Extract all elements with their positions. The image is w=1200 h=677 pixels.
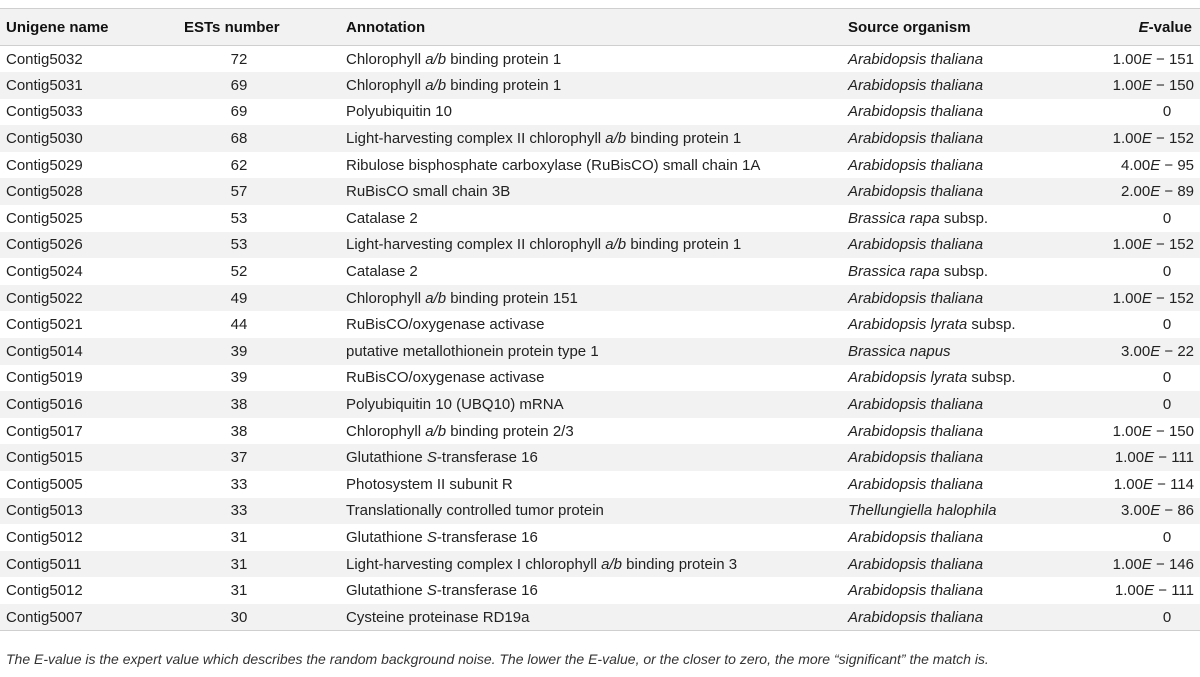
e-value-cell <box>1106 232 1200 259</box>
e-value-cell <box>1106 551 1200 578</box>
ests-number-cell: 44 <box>230 316 248 334</box>
unigene-name-cell: Contig5024 <box>6 263 83 281</box>
source-organism-cell-segment: Brassica napus <box>848 342 951 360</box>
e-value-part: E <box>1142 475 1153 493</box>
e-value-cell <box>1106 285 1200 312</box>
e-value-part: E <box>1141 76 1152 94</box>
ests-number-cell: 39 <box>230 342 248 360</box>
source-organism-cell-segment: Arabidopsis lyrata <box>848 369 968 387</box>
annotation-cell-segment: binding protein 1 <box>446 76 562 94</box>
e-value-part: E <box>1141 236 1152 254</box>
e-value-part: − 152 <box>1151 130 1194 148</box>
annotation-cell <box>346 152 848 179</box>
unigene-name-cell: Contig5012 <box>6 582 83 600</box>
source-organism-cell-segment: subsp. <box>939 263 989 281</box>
e-value-part: E <box>1150 502 1161 520</box>
table-row <box>0 152 1200 179</box>
table-body <box>0 46 1200 631</box>
e-value-part: E <box>1141 422 1152 440</box>
ests-number-cell: 69 <box>230 76 248 94</box>
e-value-cell <box>1106 471 1200 498</box>
ests-number-cell: 68 <box>230 130 248 148</box>
e-value-part: 0 <box>1162 263 1172 281</box>
annotation-cell <box>346 418 848 445</box>
annotation-cell-segment: S <box>426 582 437 600</box>
ests-number-cell: 69 <box>230 103 248 121</box>
table-row <box>0 258 1200 285</box>
table-row <box>0 365 1200 392</box>
e-value-part: 0 <box>1162 528 1172 546</box>
e-value-part: 2.00 <box>1121 183 1151 201</box>
unigene-name-cell: Contig5014 <box>6 342 83 360</box>
e-value-part: 0 <box>1162 316 1172 334</box>
unigene-name-cell: Contig5019 <box>6 369 83 387</box>
annotation-cell <box>346 551 848 578</box>
e-value-part: 1.00 <box>1112 130 1142 148</box>
ests-number-cell: 72 <box>230 50 248 68</box>
source-organism-cell-segment: Brassica rapa <box>848 209 940 227</box>
e-value-part: 1.00 <box>1112 555 1142 573</box>
ests-number-cell: 31 <box>230 582 248 600</box>
annotation-cell-segment: Glutathione <box>346 449 427 467</box>
e-value-part: 0 <box>1162 103 1172 121</box>
table-row <box>0 418 1200 445</box>
source-organism-cell <box>848 152 1106 179</box>
unigene-name-cell: Contig5029 <box>6 156 83 174</box>
annotation-cell-segment: a/b <box>605 130 627 148</box>
unigene-table <box>0 8 1200 631</box>
e-value-cell <box>1106 46 1200 73</box>
e-value-cell <box>1106 205 1200 232</box>
annotation-cell <box>346 338 848 365</box>
header-e-value <box>1106 9 1200 46</box>
source-organism-cell <box>848 365 1106 392</box>
annotation-cell <box>346 285 848 312</box>
source-organism-cell-segment: Arabidopsis thaliana <box>848 396 984 414</box>
source-organism-cell-segment: Arabidopsis thaliana <box>848 236 984 254</box>
annotation-cell <box>346 232 848 259</box>
e-value-part: − 95 <box>1160 156 1194 174</box>
source-organism-cell-segment: subsp. <box>967 316 1016 334</box>
table-row <box>0 46 1200 73</box>
e-value-cell <box>1106 391 1200 418</box>
source-organism-cell-segment: Arabidopsis thaliana <box>848 608 984 626</box>
e-value-part: − 89 <box>1160 183 1194 201</box>
ests-number-cell: 62 <box>230 156 248 174</box>
e-value-cell <box>1106 99 1200 126</box>
e-value-part: 1.00 <box>1113 475 1143 493</box>
header-e-value-italic: E <box>1138 18 1149 36</box>
annotation-cell-segment: a/b <box>425 76 447 94</box>
annotation-cell <box>346 577 848 604</box>
unigene-name-cell: Contig5011 <box>6 555 82 573</box>
table-row <box>0 471 1200 498</box>
table-row <box>0 178 1200 205</box>
source-organism-cell <box>848 577 1106 604</box>
table-row <box>0 72 1200 99</box>
annotation-cell <box>346 205 848 232</box>
unigene-name-cell: Contig5015 <box>6 449 83 467</box>
e-value-cell <box>1106 311 1200 338</box>
table-row <box>0 551 1200 578</box>
annotation-cell-segment: a/b <box>425 422 447 440</box>
source-organism-cell <box>848 498 1106 525</box>
e-value-part: 0 <box>1162 369 1172 387</box>
e-value-part: 1.00 <box>1112 76 1142 94</box>
unigene-name-cell: Contig5021 <box>6 316 83 334</box>
annotation-cell <box>346 99 848 126</box>
table-row <box>0 444 1200 471</box>
annotation-cell <box>346 311 848 338</box>
annotation-cell-segment: a/b <box>605 236 627 254</box>
annotation-cell-segment: Chlorophyll <box>346 76 426 94</box>
header-source-organism: Source organism <box>848 9 1106 46</box>
e-value-part: 0 <box>1162 396 1172 414</box>
table-row <box>0 285 1200 312</box>
unigene-name-cell: Contig5007 <box>0 604 180 631</box>
source-organism-cell-segment: Arabidopsis lyrata <box>848 316 968 334</box>
source-organism-cell-segment: Arabidopsis thaliana <box>848 475 984 493</box>
unigene-name-cell: Contig5030 <box>6 130 83 148</box>
table-row <box>0 338 1200 365</box>
source-organism-cell-segment: Arabidopsis thaliana <box>848 449 984 467</box>
annotation-cell-segment: binding protein 1 <box>626 236 742 254</box>
source-organism-cell-segment: Arabidopsis thaliana <box>848 103 984 121</box>
annotation-cell <box>346 444 848 471</box>
annotation-cell-segment: RuBisCO small chain 3B <box>346 183 511 201</box>
e-value-cell <box>1106 258 1200 285</box>
unigene-name-cell: Contig5025 <box>6 209 83 227</box>
unigene-name-cell: Contig5013 <box>6 502 83 520</box>
ests-number-cell: 38 <box>230 396 248 414</box>
annotation-cell-segment: RuBisCO/oxygenase activase <box>346 316 545 334</box>
source-organism-cell <box>848 232 1106 259</box>
source-organism-cell-segment: Arabidopsis thaliana <box>848 422 984 440</box>
ests-number-cell: 30 <box>180 604 346 631</box>
e-value-part: 0 <box>1162 209 1172 227</box>
annotation-cell-segment: Chlorophyll <box>346 50 426 68</box>
source-organism-cell-segment: Arabidopsis thaliana <box>848 50 984 68</box>
source-organism-cell <box>848 178 1106 205</box>
annotation-cell-segment: binding protein 1 <box>626 130 742 148</box>
table-row <box>0 99 1200 126</box>
ests-number-cell: 37 <box>230 449 248 467</box>
annotation-cell-segment: Light-harvesting complex II chlorophyll <box>346 130 606 148</box>
table-row <box>0 205 1200 232</box>
e-value-part: 1.00 <box>1112 236 1142 254</box>
e-value-part: E <box>1150 183 1161 201</box>
unigene-name-cell: Contig5033 <box>6 103 83 121</box>
table-header <box>0 9 1200 46</box>
header-annotation: Annotation <box>346 9 848 46</box>
source-organism-cell <box>848 551 1106 578</box>
source-organism-cell <box>848 524 1106 551</box>
e-value-part: − 152 <box>1151 236 1194 254</box>
unigene-name-cell: Contig5005 <box>6 475 83 493</box>
annotation-cell-segment: Chlorophyll <box>346 289 426 307</box>
e-value-part: E <box>1144 582 1155 600</box>
annotation-cell-segment: Photosystem II subunit R <box>346 475 513 493</box>
annotation-cell-segment: Catalase 2 <box>346 209 418 227</box>
annotation-cell <box>346 125 848 152</box>
source-organism-cell <box>848 391 1106 418</box>
annotation-cell-segment: Cysteine proteinase RD19a <box>346 608 530 626</box>
annotation-cell-segment: Chlorophyll <box>346 422 426 440</box>
annotation-cell-segment: binding protein 1 <box>446 50 562 68</box>
e-value-part: − 150 <box>1151 76 1194 94</box>
source-organism-cell-segment: Arabidopsis thaliana <box>848 582 984 600</box>
annotation-cell-segment: Polyubiquitin 10 <box>346 103 452 121</box>
source-organism-cell <box>848 46 1106 73</box>
table-row <box>0 391 1200 418</box>
ests-number-cell: 33 <box>230 475 248 493</box>
header-unigene-name: Unigene name <box>0 9 180 46</box>
annotation-cell-segment: a/b <box>601 555 622 573</box>
annotation-cell <box>346 258 848 285</box>
annotation-cell-segment: putative metallothionein protein type 1 <box>346 342 599 360</box>
e-value-part: 3.00 <box>1121 502 1151 520</box>
e-value-part: − 111 <box>1154 449 1194 467</box>
e-value-cell <box>1106 418 1200 445</box>
annotation-cell-segment: binding protein 3 <box>621 555 738 573</box>
annotation-cell-segment: Ribulose bisphosphate carboxylase (RuBisCO) small chain 1A <box>346 156 761 174</box>
ests-number-cell: 57 <box>230 183 248 201</box>
annotation-cell-segment: -transferase 16 <box>436 528 538 546</box>
unigene-name-cell: Contig5026 <box>6 236 83 254</box>
e-value-cell <box>1106 72 1200 99</box>
source-organism-cell-segment: Arabidopsis thaliana <box>848 289 984 307</box>
ests-number-cell: 53 <box>230 209 248 227</box>
annotation-cell-segment: Light-harvesting complex II chlorophyll <box>346 236 606 254</box>
e-value-part: E <box>1141 50 1152 68</box>
annotation-cell-segment: binding protein 151 <box>446 289 578 307</box>
e-value-part: E <box>1141 130 1152 148</box>
e-value-part: 1.00 <box>1112 50 1142 68</box>
ests-number-cell: 49 <box>230 289 248 307</box>
e-value-part: − 146 <box>1151 555 1194 573</box>
source-organism-cell <box>848 471 1106 498</box>
e-value-part: 4.00 <box>1121 156 1151 174</box>
e-value-cell <box>1106 152 1200 179</box>
annotation-cell-segment: S <box>426 528 437 546</box>
annotation-cell <box>346 365 848 392</box>
table-row <box>0 577 1200 604</box>
annotation-cell <box>346 604 848 631</box>
e-value-cell <box>1106 444 1200 471</box>
annotation-cell-segment: a/b <box>425 50 447 68</box>
source-organism-cell-segment: Arabidopsis thaliana <box>848 183 984 201</box>
e-value-cell <box>1106 125 1200 152</box>
source-organism-cell <box>848 99 1106 126</box>
source-organism-cell-segment: Arabidopsis thaliana <box>848 555 984 573</box>
annotation-cell-segment: Catalase 2 <box>346 263 418 281</box>
annotation-cell <box>346 524 848 551</box>
e-value-part: − 114 <box>1152 475 1194 493</box>
source-organism-cell-segment: Arabidopsis thaliana <box>848 156 984 174</box>
e-value-cell <box>1106 524 1200 551</box>
e-value-part: 3.00 <box>1121 342 1151 360</box>
unigene-name-cell: Contig5028 <box>6 183 83 201</box>
header-ests-number: ESTs number <box>180 9 346 46</box>
e-value-part: E <box>1144 449 1155 467</box>
source-organism-cell-segment: Brassica rapa <box>848 263 940 281</box>
unigene-name-cell: Contig5022 <box>6 289 83 307</box>
e-value-part: E <box>1141 555 1152 573</box>
table-row <box>0 524 1200 551</box>
unigene-name-cell: Contig5012 <box>6 528 83 546</box>
ests-number-cell: 31 <box>230 555 248 573</box>
source-organism-cell <box>848 338 1106 365</box>
source-organism-cell <box>848 258 1106 285</box>
e-value-part: − 151 <box>1151 50 1194 68</box>
unigene-name-cell: Contig5032 <box>6 50 83 68</box>
annotation-cell-segment: Polyubiquitin 10 (UBQ10) mRNA <box>346 396 564 414</box>
source-organism-cell <box>848 285 1106 312</box>
e-value-part: E <box>1141 289 1152 307</box>
e-value-cell <box>1106 338 1200 365</box>
e-value-part: 0 <box>1162 608 1172 626</box>
e-value-part: − 111 <box>1154 582 1194 600</box>
annotation-cell <box>346 471 848 498</box>
ests-number-cell: 39 <box>230 369 248 387</box>
header-e-value-rest: -value <box>1148 18 1192 36</box>
source-organism-cell-segment: subsp. <box>939 209 989 227</box>
annotation-cell-segment: Glutathione <box>346 528 427 546</box>
annotation-cell <box>346 391 848 418</box>
annotation-cell-segment: Light-harvesting complex I chlorophyll <box>346 555 602 573</box>
source-organism-cell-segment: Arabidopsis thaliana <box>848 528 984 546</box>
e-value-part: E <box>1150 156 1161 174</box>
annotation-cell <box>346 72 848 99</box>
unigene-name-cell: Contig5031 <box>6 76 83 94</box>
header-row <box>0 9 1200 46</box>
annotation-cell-segment: -transferase 16 <box>436 449 538 467</box>
source-organism-cell-segment: subsp. <box>967 369 1016 387</box>
annotation-cell-segment: Translationally controlled tumor protein <box>346 502 604 520</box>
table-row <box>0 232 1200 259</box>
source-organism-cell <box>848 311 1106 338</box>
annotation-cell <box>346 46 848 73</box>
e-value-part: 1.00 <box>1112 289 1142 307</box>
e-value-part: 1.00 <box>1112 422 1142 440</box>
table-row <box>0 311 1200 338</box>
e-value-part: 1.00 <box>1114 449 1145 467</box>
source-organism-cell <box>848 418 1106 445</box>
source-organism-cell <box>848 125 1106 152</box>
unigene-name-cell: Contig5017 <box>6 422 83 440</box>
source-organism-cell-segment: Thellungiella halophila <box>848 502 997 520</box>
table-row <box>0 125 1200 152</box>
ests-number-cell: 38 <box>230 422 248 440</box>
e-value-cell <box>1106 178 1200 205</box>
annotation-cell <box>346 498 848 525</box>
source-organism-cell-segment: Arabidopsis thaliana <box>848 76 984 94</box>
table-footnote: The E-value is the expert value which describes the random background noise. The lower the E-value, or the closer to zero, the more “significant” the match is. <box>6 651 989 667</box>
annotation-cell <box>346 178 848 205</box>
annotation-cell-segment: a/b <box>425 289 447 307</box>
source-organism-cell <box>848 444 1106 471</box>
e-value-part: − 150 <box>1151 422 1194 440</box>
e-value-part: 1.00 <box>1114 582 1145 600</box>
e-value-part: E <box>1150 342 1161 360</box>
ests-number-cell: 31 <box>230 528 248 546</box>
ests-number-cell: 33 <box>230 502 248 520</box>
annotation-cell-segment: binding protein 2/3 <box>446 422 574 440</box>
source-organism-cell-segment: Arabidopsis thaliana <box>848 130 984 148</box>
annotation-cell-segment: S <box>426 449 437 467</box>
annotation-cell-segment: -transferase 16 <box>436 582 538 600</box>
e-value-cell <box>1106 604 1200 631</box>
table-row <box>0 498 1200 525</box>
ests-number-cell: 53 <box>230 236 248 254</box>
unigene-name-cell: Contig5016 <box>6 396 83 414</box>
e-value-part: − 152 <box>1151 289 1194 307</box>
e-value-part: − 86 <box>1160 502 1194 520</box>
e-value-cell <box>1106 577 1200 604</box>
e-value-cell <box>1106 365 1200 392</box>
ests-number-cell: 52 <box>230 263 248 281</box>
e-value-cell <box>1106 498 1200 525</box>
source-organism-cell <box>848 205 1106 232</box>
annotation-cell-segment: Glutathione <box>346 582 427 600</box>
annotation-cell-segment: RuBisCO/oxygenase activase <box>346 369 545 387</box>
source-organism-cell <box>848 72 1106 99</box>
source-organism-cell <box>848 604 1106 631</box>
e-value-part: − 22 <box>1160 342 1194 360</box>
table-row <box>0 604 1200 631</box>
